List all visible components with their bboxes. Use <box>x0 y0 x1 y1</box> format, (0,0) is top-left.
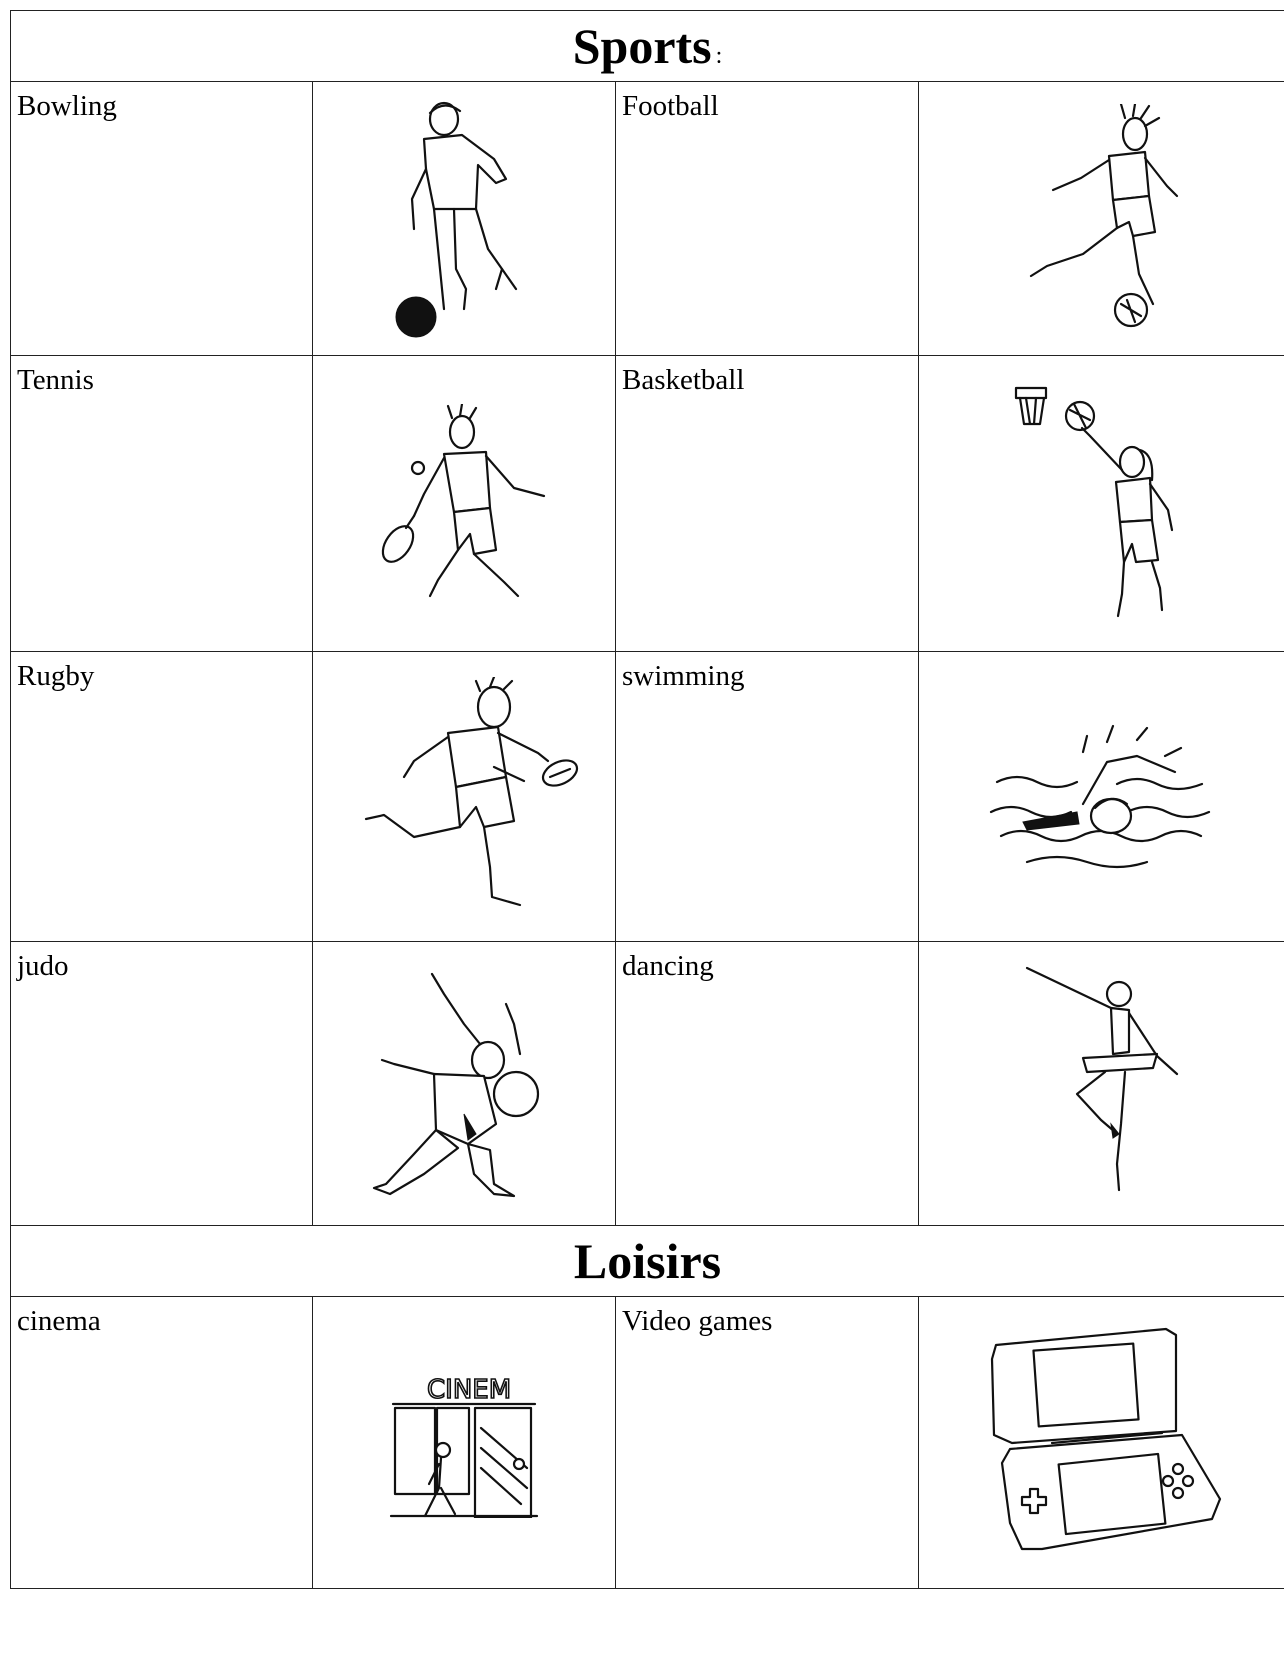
bowling-player-icon <box>384 99 544 339</box>
section-title-colon: : <box>715 43 723 69</box>
table-row <box>11 356 1284 652</box>
football-player-icon <box>1017 104 1187 334</box>
word-label: Bowling <box>17 90 117 122</box>
table-row <box>11 942 1284 1226</box>
basketball-player-icon <box>1012 384 1192 624</box>
picture-cell-basketball <box>919 356 1284 652</box>
tennis-player-icon <box>374 404 554 604</box>
section-header-row <box>11 11 1284 82</box>
table-row <box>11 652 1284 942</box>
word-cell-judo <box>11 942 313 1226</box>
picture-cell-dancing <box>919 942 1284 1226</box>
word-label: cinema <box>17 1305 101 1337</box>
word-cell-tennis <box>11 356 313 652</box>
word-cell-video-games <box>616 1297 919 1589</box>
word-label: Football <box>622 90 719 122</box>
table-row <box>11 1297 1284 1589</box>
word-label: swimming <box>622 660 745 692</box>
word-label: dancing <box>622 950 714 982</box>
section-header-sports <box>11 11 1284 82</box>
word-cell-basketball <box>616 356 919 652</box>
word-cell-rugby <box>11 652 313 942</box>
word-label: Video games <box>622 1305 773 1337</box>
section-header-row <box>11 1226 1284 1297</box>
cinema-sign: CINEM <box>427 1374 512 1405</box>
table-row <box>11 82 1284 356</box>
word-cell-bowling <box>11 82 313 356</box>
word-cell-football <box>616 82 919 356</box>
handheld-console-icon <box>982 1323 1222 1563</box>
picture-cell-rugby <box>313 652 616 942</box>
word-label: Tennis <box>17 364 94 396</box>
section-title: Loisirs <box>573 1233 722 1289</box>
cinema-building-icon <box>389 1368 539 1518</box>
picture-cell-judo <box>313 942 616 1226</box>
word-cell-swimming <box>616 652 919 942</box>
picture-cell-cinema <box>313 1297 616 1589</box>
vocabulary-table <box>10 10 1284 1589</box>
word-label: judo <box>17 950 69 982</box>
section-title: Sports <box>572 18 712 74</box>
picture-cell-video-games <box>919 1297 1284 1589</box>
picture-cell-tennis <box>313 356 616 652</box>
word-cell-dancing <box>616 942 919 1226</box>
picture-cell-football <box>919 82 1284 356</box>
picture-cell-bowling <box>313 82 616 356</box>
swimmer-icon <box>987 712 1217 882</box>
rugby-player-icon <box>344 677 584 917</box>
word-label: Rugby <box>17 660 95 692</box>
word-label: Basketball <box>622 364 745 396</box>
judo-fighters-icon <box>364 964 564 1204</box>
section-header-loisirs <box>11 1226 1284 1297</box>
ballet-dancer-icon <box>1017 964 1187 1204</box>
word-cell-cinema <box>11 1297 313 1589</box>
picture-cell-swimming <box>919 652 1284 942</box>
